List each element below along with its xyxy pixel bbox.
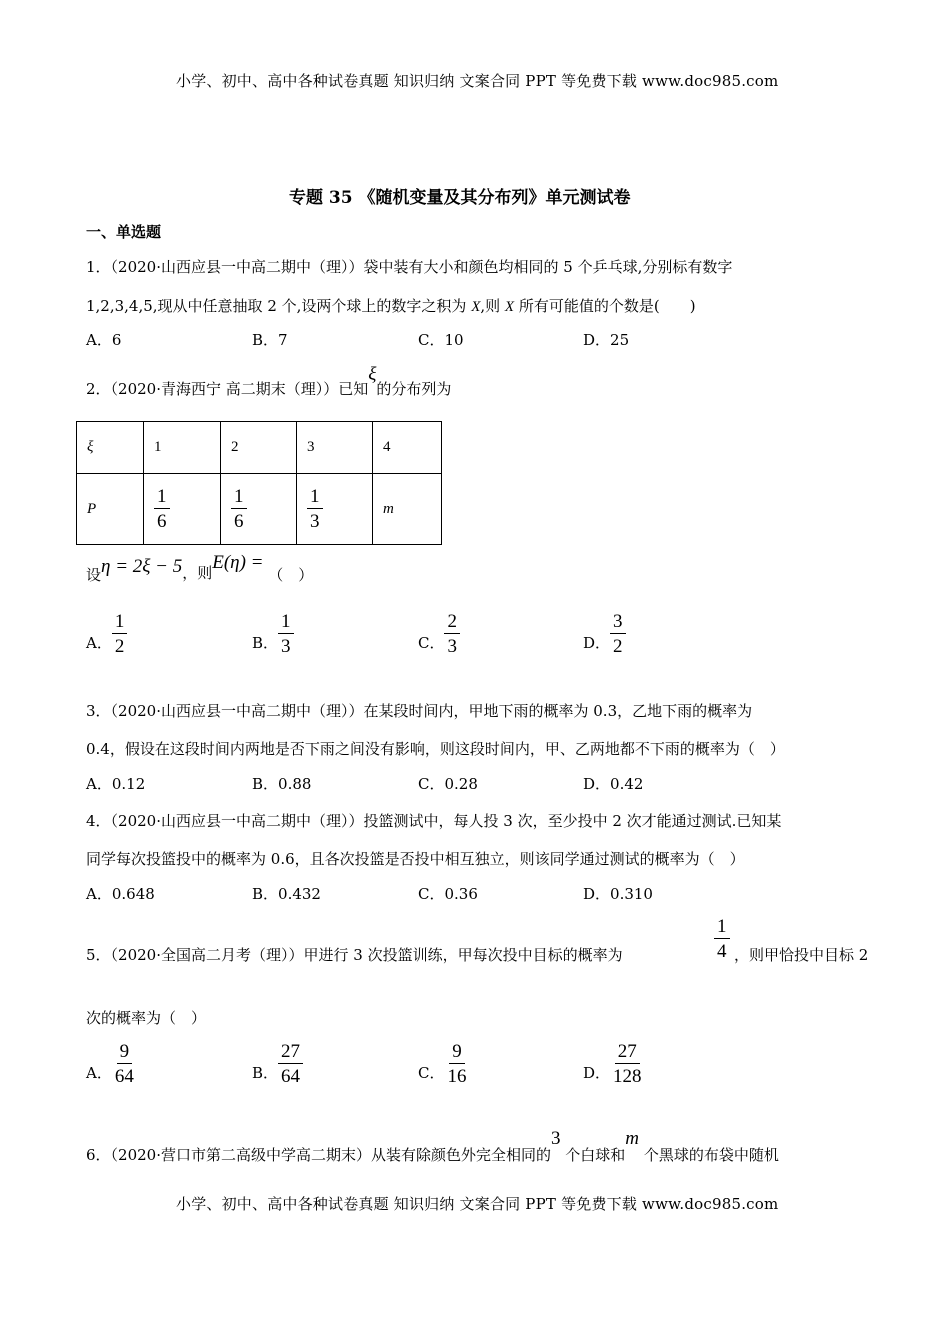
q4-option-a[interactable]: A．0.648 [86, 885, 155, 903]
q5-option-c[interactable]: C． $\frac{9}{16}$ [418, 1042, 469, 1086]
table-cell: m [373, 474, 442, 545]
q2-option-c[interactable]: C． $\frac{2}{3}$ [418, 612, 460, 656]
q2-text-d: ，则 [182, 564, 213, 582]
question-5-line-1-end: ，则甲恰投中目标 2 [734, 946, 869, 964]
question-5-line-2: 次的概率为（ ） [86, 1009, 207, 1027]
table-cell: 3 [297, 422, 373, 474]
distribution-table [76, 421, 442, 545]
fraction: $\frac{3}{2}$ [610, 612, 626, 656]
fraction: $\frac{27}{128}$ [613, 1041, 642, 1087]
q3-option-c[interactable]: C．0.28 [418, 775, 478, 793]
table-row-p [77, 474, 442, 545]
q1-option-b[interactable]: B．7 [252, 331, 288, 349]
q2-text-c: 设 [86, 566, 102, 584]
q1-text-c: 所有可能值的个数是( ) [514, 297, 696, 315]
page-footer: 小学、初中、高中各种试卷真题 知识归纳 文案合同 PPT 等免费下载 www.doc985.com [176, 1195, 779, 1213]
question-4-line-1: 4．（2020·山西应县一中高二期中（理））投篮测试中，每人投 3 次，至少投中 2 次才能通过测试.已知某 [86, 812, 782, 830]
q2-option-d[interactable]: D． $\frac{3}{2}$ [583, 612, 626, 656]
section-heading: 一、单选题 [86, 223, 162, 241]
q3-option-d[interactable]: D．0.42 [583, 775, 644, 793]
q2-formula-expect: E(η) = [212, 552, 264, 573]
fraction: $\frac{1}{6}$ [154, 487, 170, 531]
q2-text-a: 2．（2020·青海西宁 高二期末（理））已知 [86, 380, 369, 398]
fraction: $\frac{1}{3}$ [307, 487, 323, 531]
page-title: 专题 35 《随机变量及其分布列》单元测试卷 [289, 188, 631, 208]
q5-fraction: $\frac{1}{4}$ [714, 917, 730, 961]
q4-option-c[interactable]: C．0.36 [418, 885, 478, 903]
table-row-xi [77, 422, 442, 474]
q3-option-b[interactable]: B．0.88 [252, 775, 312, 793]
q5-option-b[interactable]: B． $\frac{27}{64}$ [252, 1042, 303, 1086]
fraction: $\frac{9}{16}$ [447, 1041, 467, 1087]
question-6-line-1: 6．（2020·营口市第二高级中学高二期末）从装有除颜色外完全相同的3 个白球和m 个黑球的布袋中随机 [86, 1128, 779, 1164]
q1-text-a: 1,2,3,4,5,现从中任意抽取 2 个,设两个球上的数字之积为 [86, 297, 472, 315]
question-2-line-2 [86, 552, 314, 584]
q4-option-b[interactable]: B．0.432 [252, 885, 321, 903]
question-5-line-1: 5．（2020·全国高二月考（理））甲进行 3 次投篮训练，甲每次投中目标的概率为 [86, 946, 623, 964]
q2-text-e: （ ） [268, 566, 314, 584]
table-cell [297, 474, 373, 545]
fraction: $\frac{1}{2}$ [112, 612, 128, 656]
q1-var-x2: X [504, 299, 515, 315]
table-cell: 1 [144, 422, 221, 474]
table-cell [144, 474, 221, 545]
q2-text-b: 的分布列为 [376, 380, 452, 398]
q2-option-a[interactable]: A． $\frac{1}{2}$ [86, 612, 127, 656]
question-1-line-2 [86, 295, 696, 316]
q6-var-m: m [625, 1128, 640, 1149]
fraction: $\frac{2}{3}$ [444, 612, 460, 656]
table-cell: 2 [221, 422, 297, 474]
q2-formula-eta: η = 2ξ − 5 [101, 556, 183, 577]
question-3-line-1: 3．（2020·山西应县一中高二期中（理））在某段时间内，甲地下雨的概率为 0.3，乙地下雨的概率为 [86, 702, 753, 720]
q6-number-3: 3 [551, 1128, 561, 1149]
q2-option-b[interactable]: B． $\frac{1}{3}$ [252, 612, 294, 656]
q1-text-b: ,则 [480, 297, 505, 315]
q2-xi: ξ [368, 364, 377, 385]
q1-option-a[interactable]: A．6 [86, 331, 122, 349]
fraction: $\frac{9}{64}$ [114, 1041, 134, 1087]
question-1-line-1: 1．（2020·山西应县一中高二期中（理））袋中装有大小和颜色均相同的 5 个乒乓球,分别标有数字 [86, 258, 733, 276]
q4-option-d[interactable]: D．0.310 [583, 885, 653, 903]
q3-option-a[interactable]: A．0.12 [86, 775, 146, 793]
q1-var-x: X [471, 299, 481, 315]
q5-option-d[interactable]: D． $\frac{27}{128}$ [583, 1042, 645, 1086]
q1-option-c[interactable]: C．10 [418, 331, 464, 349]
table-cell [221, 474, 297, 545]
fraction: $\frac{1}{6}$ [231, 487, 247, 531]
question-3-line-2: 0.4，假设在这段时间内两地是否下雨之间没有影响，则这段时间内，甲、乙两地都不下雨的概率为（ ） [86, 740, 785, 758]
table-cell: P [77, 474, 144, 545]
question-2-line-1 [86, 364, 452, 400]
fraction: $\frac{27}{64}$ [278, 1042, 303, 1086]
table-cell: ξ [77, 422, 144, 474]
q1-option-d[interactable]: D．25 [583, 331, 630, 349]
fraction: $\frac{1}{3}$ [278, 612, 294, 656]
table-cell: 4 [373, 422, 442, 474]
q5-option-a[interactable]: A． $\frac{9}{64}$ [86, 1042, 137, 1086]
question-4-line-2: 同学每次投篮投中的概率为 0.6，且各次投篮是否投中相互独立，则该同学通过测试的概率为（ ） [86, 850, 745, 868]
page-header: 小学、初中、高中各种试卷真题 知识归纳 文案合同 PPT 等免费下载 www.doc985.com [176, 72, 779, 90]
